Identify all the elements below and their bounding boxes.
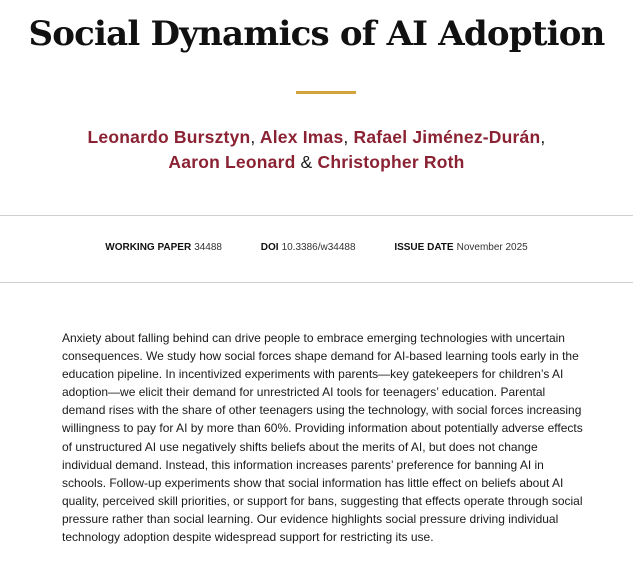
- issue-date-label: ISSUE DATE: [394, 242, 454, 253]
- issue-date-value: November 2025: [456, 242, 528, 253]
- doi-label: DOI: [260, 242, 279, 253]
- author-link[interactable]: Aaron Leonard: [168, 152, 296, 172]
- author-separator: ,: [343, 127, 349, 147]
- title-accent-divider: [296, 91, 356, 94]
- author-separator: ,: [250, 127, 256, 147]
- meta-top-divider: [0, 215, 633, 216]
- author-link[interactable]: Leonardo Bursztyn: [87, 127, 251, 147]
- author-list: [0, 125, 633, 175]
- author-link[interactable]: Rafael Jiménez-Durán: [353, 127, 541, 147]
- doi-value[interactable]: 10.3386/w34488: [281, 242, 356, 253]
- issue-date-info: [394, 242, 527, 253]
- working-paper-label: WORKING PAPER: [105, 242, 192, 253]
- author-link[interactable]: Alex Imas: [259, 127, 344, 147]
- working-paper-info: [105, 242, 222, 253]
- meta-bottom-divider: [0, 282, 633, 283]
- author-separator-ampersand: &: [300, 152, 313, 172]
- paper-title: Social Dynamics of AI Adoption: [28, 14, 605, 54]
- author-link[interactable]: Christopher Roth: [317, 152, 465, 172]
- abstract-text: Anxiety about falling behind can drive people to embrace emerging technologies with uncertain consequences. We study how social forces shape demand for AI-based learning tools early in the education pipeline. In incentivized experiments with parents—key gatekeepers for children’s AI adoption—we elicit their demand for unrestricted AI tools for teenagers’ education. Parental demand rises with the share of other teenagers using the technology, with social forces increasing willingness to pay for AI by more than 60%. Providing information about potentially adverse effects of unstructured AI use negatively shifts beliefs about the merits of AI, but does not change individual demand. Instead, this information increases parents’ preference for banning AI in schools. Follow-up experiments show that social information has little effect on beliefs about AI quality, perceived skill priorities, or support for bans, suggesting that effects operate through social pressure rather than social learning. Our evidence highlights social pressure driving individual technology adoption despite widespread support for restricting its use.: [62, 331, 583, 545]
- author-separator: ,: [540, 127, 546, 147]
- doi-info: [261, 242, 356, 253]
- paper-metadata: [0, 242, 633, 253]
- working-paper-number: 34488: [194, 242, 222, 253]
